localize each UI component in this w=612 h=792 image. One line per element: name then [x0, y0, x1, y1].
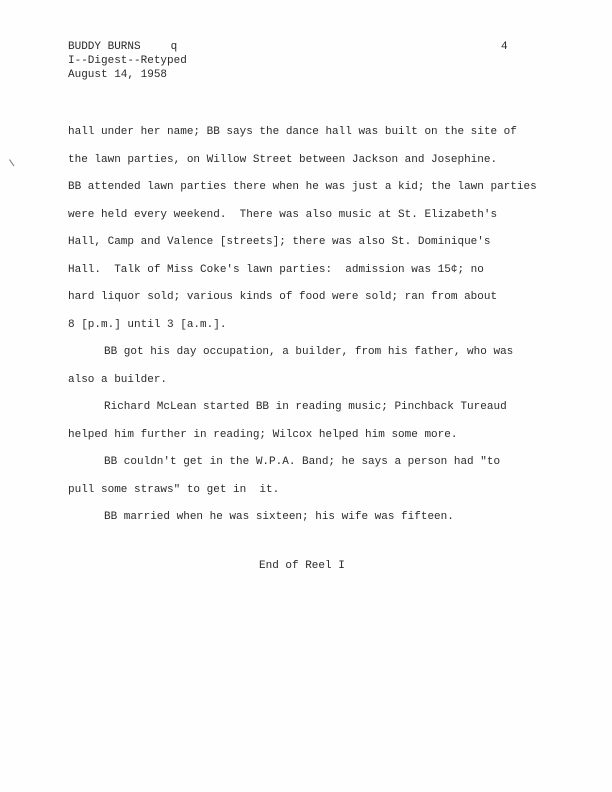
body-line: hard liquor sold; various kinds of food were sold; ran from about — [68, 291, 498, 303]
handwritten-mark: q — [170, 41, 178, 53]
stray-pen-mark — [9, 158, 17, 167]
page-number: 4 — [501, 41, 508, 53]
body-line: were held every weekend. There was also music at St. Elizabeth's — [68, 208, 498, 221]
interviewee-name: BUDDY BURNS — [68, 41, 141, 53]
body-line: BB couldn't get in the W.P.A. Band; he says a person had "to — [104, 456, 501, 468]
body-line: BB got his day occupation, a builder, from his father, who was — [104, 346, 514, 358]
body-line: pull some straws" to get in it. — [68, 483, 280, 496]
interview-date: August 14, 1958 — [68, 69, 168, 81]
body-line: hall under her name; BB says the dance hall was built on the site of — [68, 126, 517, 138]
document-header — [68, 40, 187, 82]
body-line: BB attended lawn parties there when he was just a kid; the lawn parties — [68, 181, 537, 193]
body-line: the lawn parties, on Willow Street between Jackson and Josephine. — [68, 153, 498, 166]
body-line: Richard McLean started BB in reading music; Pinchback Tureaud — [104, 401, 507, 413]
body-line: also a builder. — [68, 373, 168, 386]
body-line: 8 [p.m.] until 3 [a.m.]. — [68, 318, 227, 331]
digest-label: I--Digest--Retyped — [68, 55, 187, 67]
body-line: helped him further in reading; Wilcox helped him some more. — [68, 428, 458, 441]
body-line: Hall. Talk of Miss Coke's lawn parties: admission was 15¢; no — [68, 263, 484, 276]
transcript-body — [68, 125, 568, 538]
interviewee-line — [68, 40, 187, 54]
body-line: BB married when he was sixteen; his wife was fifteen. — [104, 511, 454, 523]
body-line: Hall, Camp and Valence [streets]; there was also St. Dominique's — [68, 236, 491, 248]
end-of-reel-label: End of Reel I — [259, 560, 345, 572]
